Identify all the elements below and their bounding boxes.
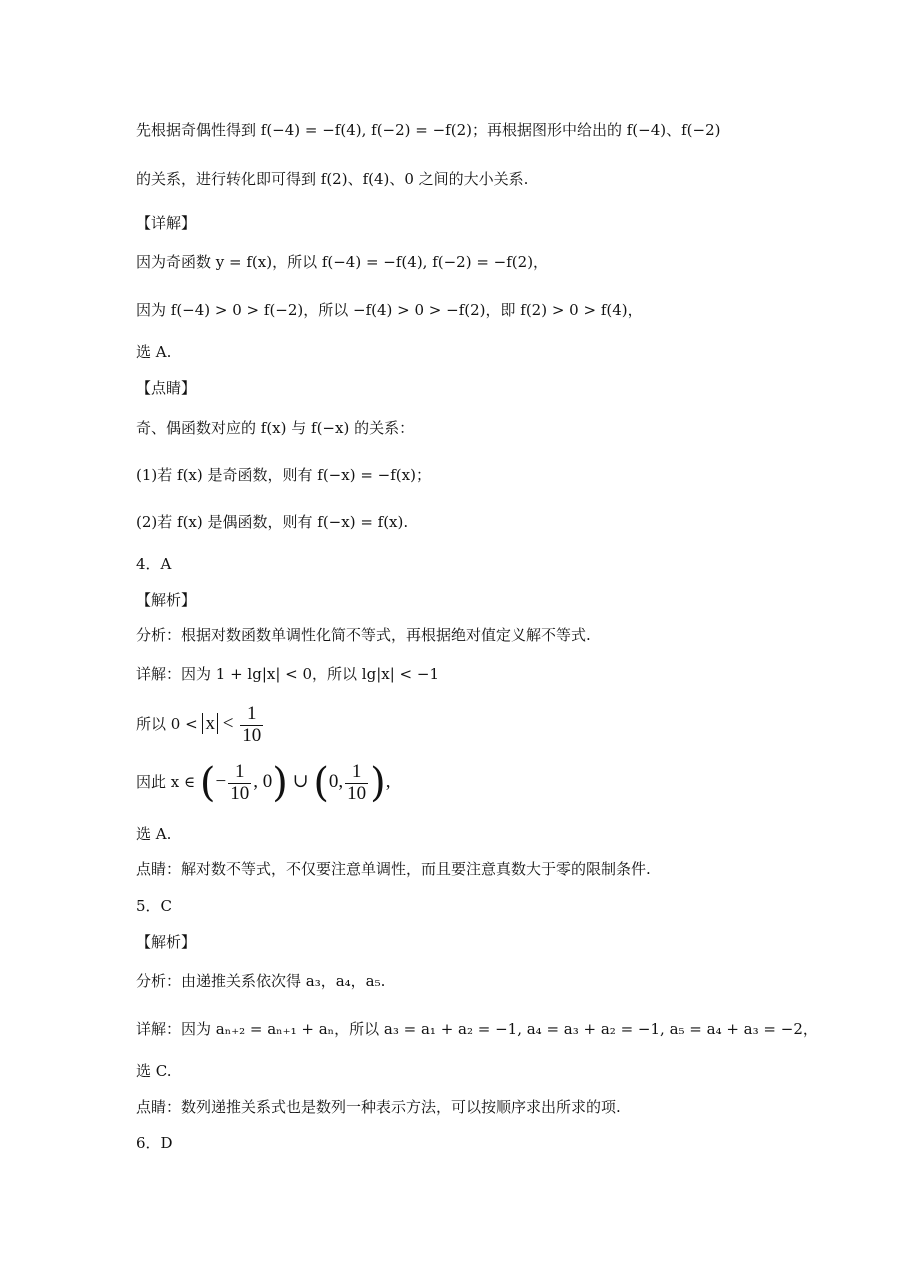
section-heading-comment: 【点睛】	[136, 379, 197, 397]
neg-sign: −	[215, 771, 227, 792]
fraction-numerator: 1	[246, 702, 257, 724]
section-heading-analysis-4: 【解析】	[136, 591, 197, 609]
question-number-6: 6．D	[136, 1134, 173, 1152]
text-line-13: 分析：根据对数函数单调性化简不等式，再根据绝对值定义解不等式.	[136, 626, 591, 644]
text-line-15-prefix: 所以 0 <	[136, 715, 198, 733]
text-line-8: 奇、偶函数对应的 f(x) 与 f(−x) 的关系：	[136, 419, 415, 437]
left-paren: (	[199, 760, 216, 806]
fraction-right	[345, 762, 368, 805]
abs-x: x	[202, 713, 218, 734]
interval-right-start: 0,	[328, 771, 344, 792]
text-line-16	[136, 758, 391, 806]
right-paren-1: )	[272, 760, 288, 806]
answer-line-4: 选 A.	[136, 825, 172, 843]
question-number-4: 4．A	[136, 555, 172, 573]
text-line-21: 分析：由递推关系依次得 a₃，a₄，a₅.	[136, 972, 386, 990]
text-line-24: 点睛：数列递推关系式也是数列一种表示方法，可以按顺序求出所求的项.	[136, 1098, 621, 1116]
interval-left-end: , 0	[253, 771, 273, 792]
text-line-4: 因为奇函数 y = f(x)，所以 f(−4) = −f(4), f(−2) = −f(2)，	[136, 253, 549, 271]
right-paren-2: )	[370, 760, 386, 806]
text-line-14: 详解：因为 1 + lg|x| < 0，所以 lg|x| < −1	[136, 665, 439, 683]
fraction-left-num: 1	[234, 760, 245, 782]
text-line-15	[136, 700, 265, 748]
fraction-left-den: 10	[230, 782, 250, 804]
text-line-2: 的关系，进行转化即可得到 f(2)、f(4)、0 之间的大小关系.	[136, 170, 529, 188]
section-heading-analysis-5: 【解析】	[136, 933, 197, 951]
text-line-10: (2)若 f(x) 是偶函数，则有 f(−x) = f(x).	[136, 513, 409, 531]
answer-line-5: 选 C.	[136, 1062, 172, 1080]
question-number-5: 5．C	[136, 897, 173, 915]
text-line-5: 因为 f(−4) > 0 > f(−2)，所以 −f(4) > 0 > −f(2)，即 f(2) > 0 > f(4)，	[136, 301, 643, 319]
text-line-9: (1)若 f(x) 是奇函数，则有 f(−x) = −f(x)；	[136, 466, 431, 484]
union-sign: ∪	[292, 771, 309, 792]
text-line-1: 先根据奇偶性得到 f(−4) = −f(4), f(−2) = −f(2)；再根据图形中给出的 f(−4)、f(−2)	[136, 121, 721, 139]
fraction-left	[228, 762, 251, 805]
section-heading-detail: 【详解】	[136, 214, 197, 232]
text-line-16-prefix: 因此 x ∈	[136, 773, 196, 791]
left-paren-2: (	[313, 760, 329, 806]
answer-line-3: 选 A.	[136, 343, 172, 361]
fraction-right-den: 10	[347, 782, 367, 804]
fraction-right-num: 1	[351, 760, 362, 782]
less-than-sign: <	[222, 713, 234, 734]
fraction-1-10	[240, 704, 263, 747]
trailing-comma: ,	[385, 771, 391, 792]
text-line-22: 详解：因为 aₙ₊₂ = aₙ₊₁ + aₙ，所以 a₃ = a₁ + a₂ = −1, a₄ = a₃ + a₂ = −1, a₅ = a₄ + a₃ = −2，	[136, 1020, 818, 1038]
text-line-18: 点睛：解对数不等式，不仅要注意单调性，而且要注意真数大于零的限制条件.	[136, 860, 651, 878]
fraction-denominator: 10	[242, 724, 262, 746]
